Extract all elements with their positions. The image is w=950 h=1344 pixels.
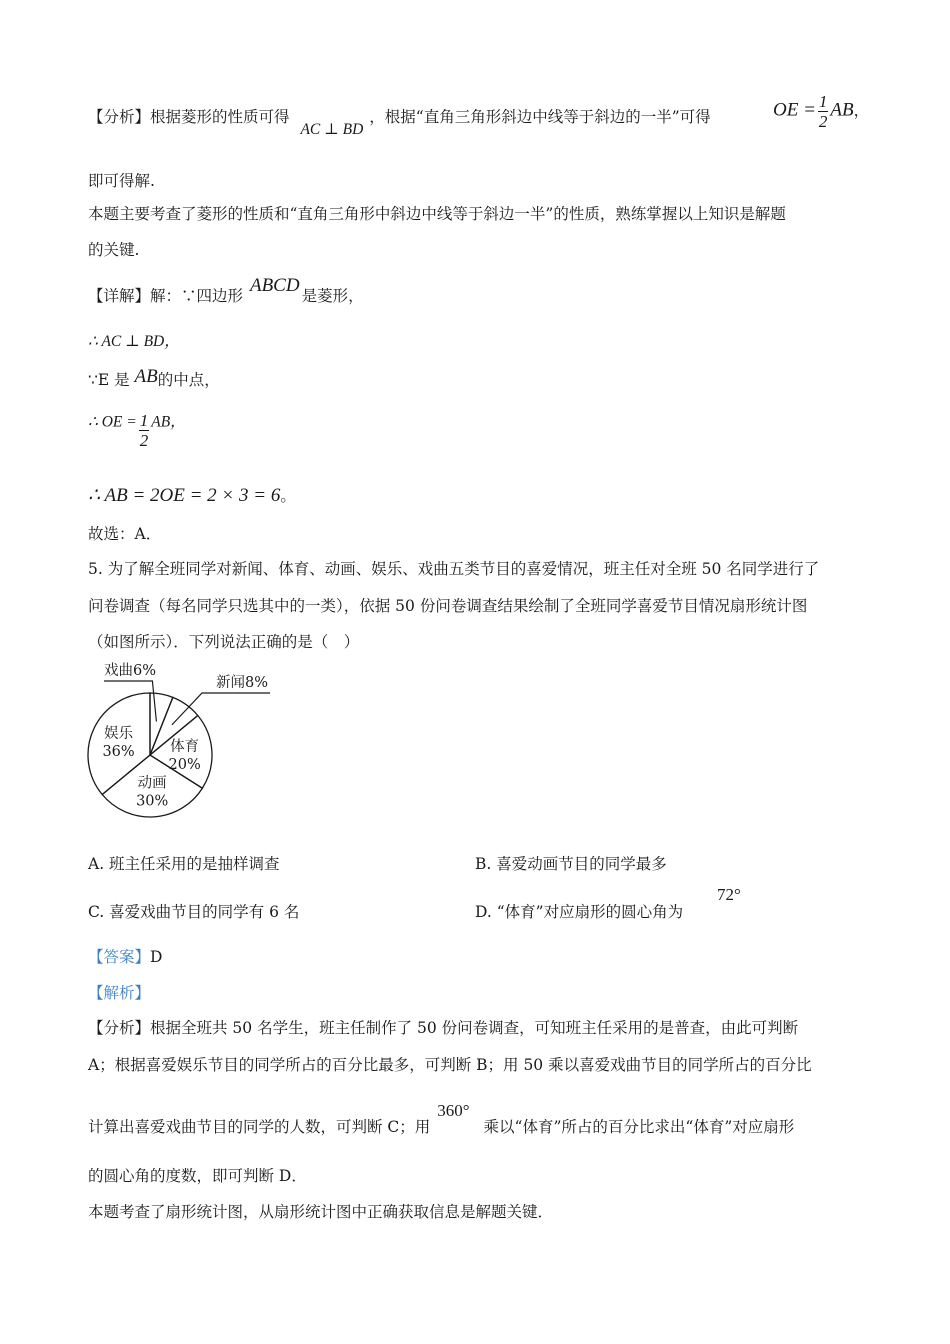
analysis2-line-2: A；根据喜爱娱乐节目的同学所占的百分比最多，可判断 B；用 50 乘以喜爱戏曲节目的同学所占的百分比 bbox=[88, 1056, 812, 1074]
option-d[interactable]: D. “体育”对应扇形的圆心角为 bbox=[475, 903, 684, 921]
solution-line-3: ∵E 是 AB的中点， bbox=[88, 366, 220, 389]
answer-line bbox=[88, 947, 162, 967]
label-xiqu: 戏曲6% bbox=[103, 663, 157, 679]
option-a[interactable]: A. 班主任采用的是抽样调查 bbox=[88, 855, 280, 873]
answer-value: D bbox=[150, 948, 163, 966]
question-line-1: 5. 为了解全班同学对新闻、体育、动画、娱乐、戏曲五类节目的喜爱情况，班主任对全班 50 名同学进行了 bbox=[88, 560, 820, 578]
solution-line-4: ∴ OE = $\frac{1}{2}$ AB， bbox=[88, 411, 186, 450]
math-abcd: ABCD bbox=[249, 275, 300, 296]
leader-line-xiqu bbox=[104, 681, 156, 722]
math-360-degrees: 360° bbox=[437, 1101, 470, 1120]
analysis2-line-4: 的圆心角的度数，即可判断 D． bbox=[88, 1167, 307, 1185]
label-xinwen: 新闻8% bbox=[215, 675, 269, 691]
analysis-line-2: 即可得解. bbox=[88, 172, 155, 190]
leader-line-xinwen bbox=[172, 693, 270, 725]
solution-line-5: ∴ AB = 2OE = 2 × 3 = 6。 bbox=[88, 485, 296, 506]
analysis2-line-1: 【分析】根据全班共 50 名学生，班主任制作了 50 份问卷调查，可知班主任采用的是普查，由此可判断 bbox=[88, 1019, 799, 1037]
math-ac-perp-bd: AC ⊥ BD bbox=[300, 121, 364, 138]
option-c[interactable]: C. 喜爱戏曲节目的同学有 6 名 bbox=[88, 903, 300, 921]
answer-tag: 【答案】 bbox=[88, 948, 151, 966]
summary-line-2: 的关键. bbox=[88, 241, 140, 259]
label-name-3: 体育 bbox=[170, 738, 200, 755]
solution-line-1: 【详解】解：∵四边形 ABCD 是菱形， bbox=[88, 275, 364, 305]
math-72-degrees: 72° bbox=[717, 885, 741, 904]
math-oe-half-ab: OE = $\frac{1}{2}$ AB， bbox=[773, 92, 870, 131]
math-ab: AB bbox=[134, 366, 158, 387]
solution-line-2: ∴ AC ⊥ BD， bbox=[88, 333, 180, 350]
label-value-5: 36% bbox=[102, 744, 135, 761]
question-line-3: （如图所示）．下列说法正确的是（ ） bbox=[88, 633, 360, 651]
label-value-3: 20% bbox=[168, 756, 201, 773]
solution-tag: 【详解】 bbox=[88, 287, 151, 305]
label-name-5: 娱乐 bbox=[104, 726, 134, 743]
analysis-line-1: 【分析】根据菱形的性质可得 AC ⊥ BD，根据“直角三角形斜边中线等于斜边的一半”可得 bbox=[88, 108, 711, 138]
analysis2-line-3: 计算出喜爱戏曲节目的同学的人数，可判断 C；用 360°乘以“体育”所占的百分比求出“体育”对应扇形 bbox=[88, 1101, 795, 1136]
option-b[interactable]: B. 喜爱动画节目的同学最多 bbox=[475, 855, 667, 873]
summary-line-1: 本题主要考查了菱形的性质和“直角三角形中斜边中线等于斜边一半”的性质，熟练掌握以上知识是解题 bbox=[88, 205, 786, 223]
analysis2-summary: 本题考查了扇形统计图，从扇形统计图中正确获取信息是解题关键． bbox=[88, 1203, 554, 1221]
question-line-2: 问卷调查（每名同学只选其中的一类），依据 50 份问卷调查结果绘制了全班同学喜爱节目情况扇形统计图 bbox=[88, 597, 808, 615]
label-name-4: 动画 bbox=[137, 775, 167, 792]
explanation-tag: 【解析】 bbox=[88, 984, 151, 1002]
solution-line-6: 故选：A． bbox=[88, 525, 162, 543]
label-value-4: 30% bbox=[136, 793, 169, 810]
pie-chart bbox=[80, 655, 280, 835]
analysis-tag: 【分析】 bbox=[88, 108, 151, 126]
